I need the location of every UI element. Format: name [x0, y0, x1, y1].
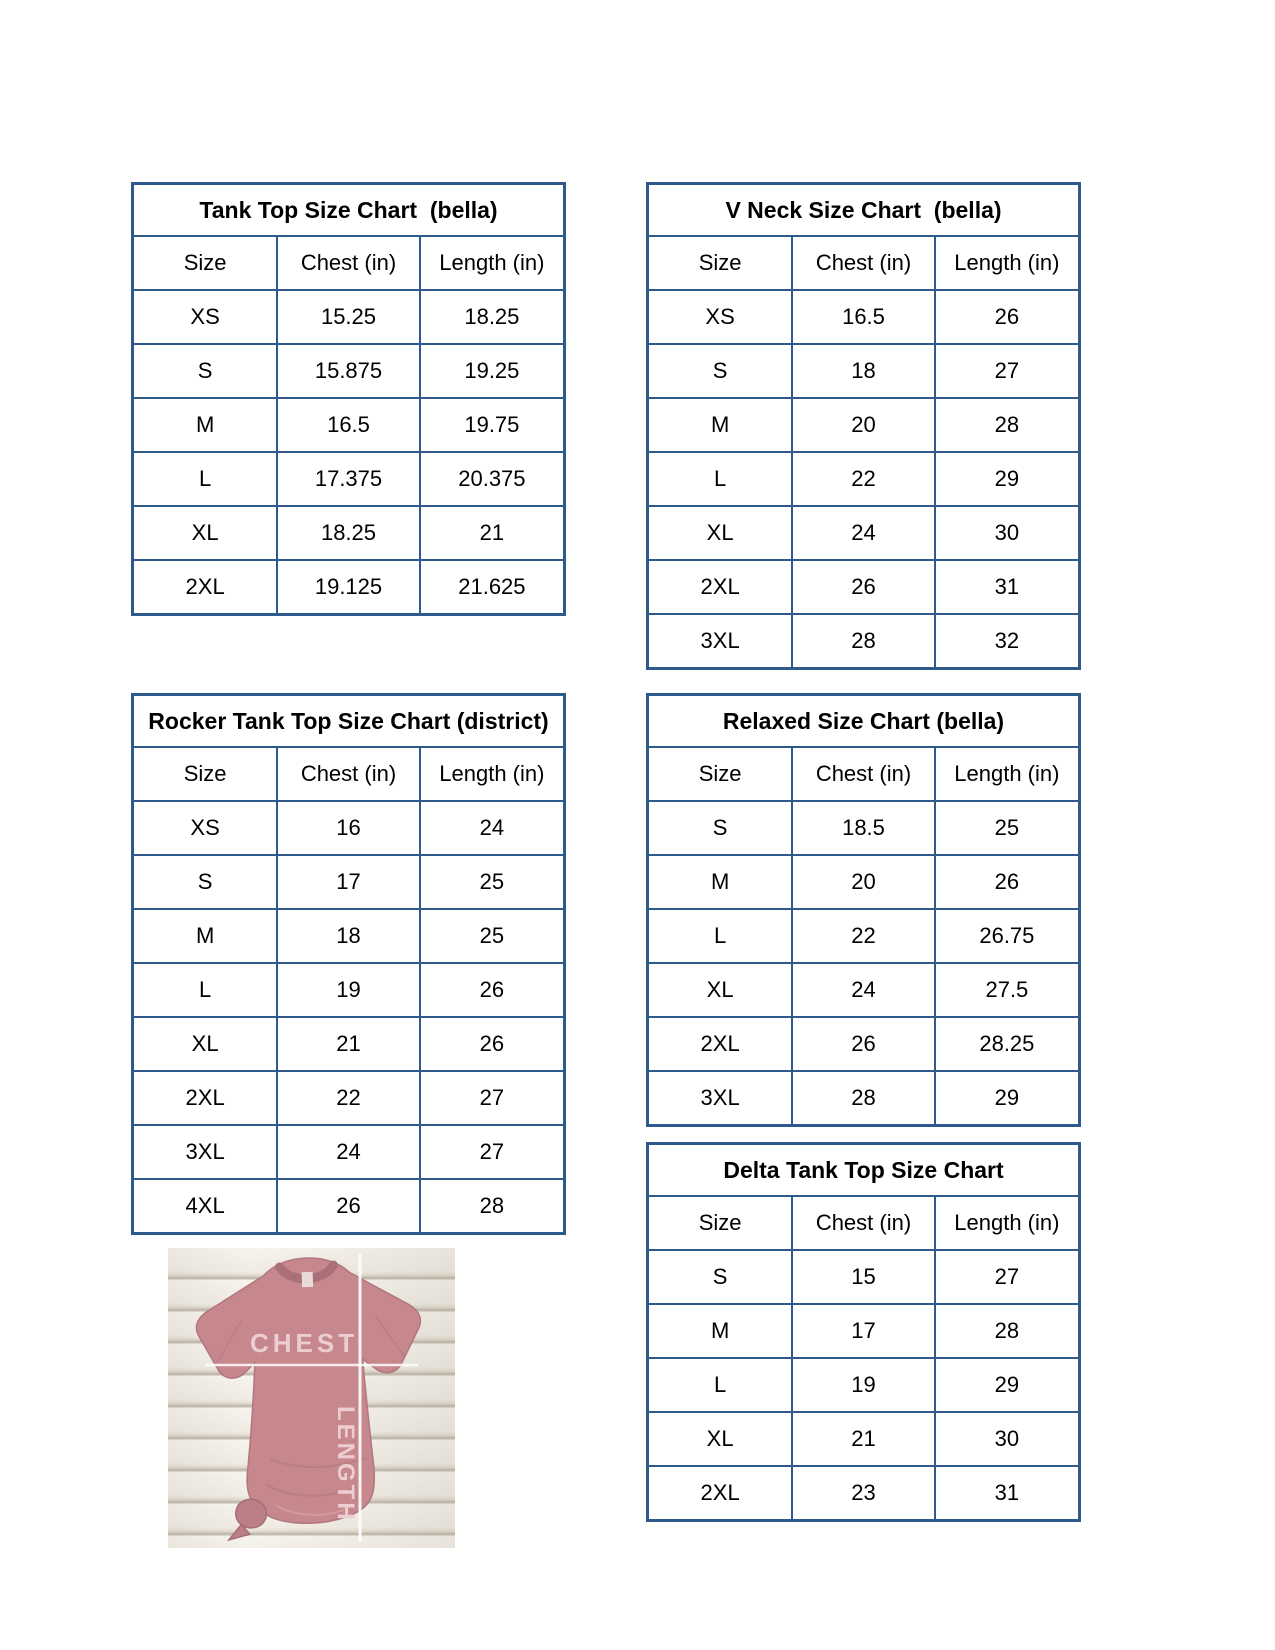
table-cell: 17 — [792, 1304, 935, 1358]
table-cell: 19.75 — [420, 398, 565, 452]
table-cell: 19 — [277, 963, 420, 1017]
table-row — [133, 1017, 565, 1071]
table-row — [648, 506, 1080, 560]
table-row — [648, 398, 1080, 452]
table-row — [648, 344, 1080, 398]
table-cell: 27.5 — [935, 963, 1080, 1017]
table-cell: 27 — [935, 1250, 1080, 1304]
table-cell: 26 — [935, 855, 1080, 909]
tshirt-shape — [194, 1254, 428, 1541]
table-cell: 32 — [935, 614, 1080, 669]
column-header-chest: Chest (in) — [792, 747, 935, 801]
table-cell: 22 — [792, 909, 935, 963]
table-cell: 20.375 — [420, 452, 565, 506]
column-header-chest: Chest (in) — [792, 236, 935, 290]
column-header-length: Length (in) — [935, 747, 1080, 801]
table-row — [648, 1017, 1080, 1071]
table-title: Rocker Tank Top Size Chart (district) — [133, 695, 565, 748]
table-cell: 27 — [420, 1071, 565, 1125]
table-header-row — [133, 236, 565, 290]
table-cell: M — [648, 1304, 793, 1358]
table-title: V Neck Size Chart (bella) — [648, 184, 1080, 237]
column-header-chest: Chest (in) — [277, 236, 420, 290]
table-header-row — [133, 747, 565, 801]
tshirt-illustration — [168, 1248, 455, 1548]
table-cell: 15.875 — [277, 344, 420, 398]
table-cell: L — [133, 963, 278, 1017]
table-cell: 20 — [792, 398, 935, 452]
table-row — [648, 1412, 1080, 1466]
table-row — [648, 560, 1080, 614]
table-cell: 16.5 — [277, 398, 420, 452]
table-cell: 30 — [935, 506, 1080, 560]
relaxed-size-table — [646, 693, 1081, 1127]
table-cell: 22 — [277, 1071, 420, 1125]
table-cell: 25 — [935, 801, 1080, 855]
table-cell: 2XL — [648, 560, 793, 614]
table-cell: 22 — [792, 452, 935, 506]
table-cell: 29 — [935, 1358, 1080, 1412]
table-title-row — [648, 695, 1080, 748]
tank-top-size-table — [131, 182, 566, 616]
table-cell: 26 — [792, 560, 935, 614]
table-row — [133, 963, 565, 1017]
table-title: Relaxed Size Chart (bella) — [648, 695, 1080, 748]
table-row — [133, 560, 565, 615]
table-cell: 31 — [935, 560, 1080, 614]
table-header-row — [648, 236, 1080, 290]
table-row — [133, 344, 565, 398]
table-row — [133, 398, 565, 452]
table-cell: 21.625 — [420, 560, 565, 615]
rocker-tank-top-size-table — [131, 693, 566, 1235]
table-cell: 24 — [420, 801, 565, 855]
table-row — [133, 1125, 565, 1179]
table-cell: 15 — [792, 1250, 935, 1304]
table-cell: 19 — [792, 1358, 935, 1412]
table-cell: 17.375 — [277, 452, 420, 506]
table-row — [648, 614, 1080, 669]
table-cell: 4XL — [133, 1179, 278, 1234]
table-cell: 18.5 — [792, 801, 935, 855]
table-cell: 19.125 — [277, 560, 420, 615]
table-cell: 18.25 — [277, 506, 420, 560]
table-row — [648, 801, 1080, 855]
table-cell: L — [648, 452, 793, 506]
table-cell: 24 — [792, 506, 935, 560]
neck-label-tag — [302, 1272, 314, 1287]
table-cell: 3XL — [648, 1071, 793, 1126]
table-cell: 26 — [935, 290, 1080, 344]
table-cell: XS — [648, 290, 793, 344]
table-title-row — [133, 695, 565, 748]
table-cell: 28 — [935, 398, 1080, 452]
table-cell: S — [648, 344, 793, 398]
table-title-row — [648, 184, 1080, 237]
table-row — [133, 1179, 565, 1234]
table-row — [133, 855, 565, 909]
table-row — [648, 1304, 1080, 1358]
shirt-knot — [235, 1499, 267, 1528]
table-row — [133, 1071, 565, 1125]
table-cell: 24 — [277, 1125, 420, 1179]
table-cell: L — [648, 909, 793, 963]
table-title: Tank Top Size Chart (bella) — [133, 184, 565, 237]
table-cell: 31 — [935, 1466, 1080, 1521]
table-cell: 23 — [792, 1466, 935, 1521]
table-header-row — [648, 1196, 1080, 1250]
column-header-size: Size — [648, 236, 793, 290]
table-cell: 2XL — [648, 1017, 793, 1071]
table-cell: 28 — [420, 1179, 565, 1234]
table-cell: XL — [133, 1017, 278, 1071]
table-cell: 18.25 — [420, 290, 565, 344]
table-cell: 21 — [792, 1412, 935, 1466]
column-header-chest: Chest (in) — [792, 1196, 935, 1250]
table-row — [648, 1466, 1080, 1521]
length-label: LENGTH — [332, 1406, 359, 1523]
column-header-length: Length (in) — [935, 236, 1080, 290]
column-header-length: Length (in) — [420, 236, 565, 290]
table-cell: S — [648, 1250, 793, 1304]
table-cell: 27 — [420, 1125, 565, 1179]
table-cell: 3XL — [133, 1125, 278, 1179]
table-cell: XL — [648, 1412, 793, 1466]
table-cell: 15.25 — [277, 290, 420, 344]
table-cell: 29 — [935, 1071, 1080, 1126]
table-cell: XL — [648, 963, 793, 1017]
table-cell: 26 — [277, 1179, 420, 1234]
column-header-size: Size — [648, 1196, 793, 1250]
column-header-size: Size — [133, 236, 278, 290]
table-header-row — [648, 747, 1080, 801]
table-cell: 26.75 — [935, 909, 1080, 963]
table-cell: 18 — [277, 909, 420, 963]
table-cell: 26 — [420, 963, 565, 1017]
table-cell: 19.25 — [420, 344, 565, 398]
table-cell: S — [648, 801, 793, 855]
table-cell: M — [133, 909, 278, 963]
column-header-length: Length (in) — [420, 747, 565, 801]
chest-label: CHEST — [250, 1328, 359, 1358]
table-cell: 17 — [277, 855, 420, 909]
table-cell: 26 — [420, 1017, 565, 1071]
table-cell: 16 — [277, 801, 420, 855]
table-row — [648, 963, 1080, 1017]
table-cell: 2XL — [133, 1071, 278, 1125]
table-cell: 16.5 — [792, 290, 935, 344]
table-cell: 21 — [277, 1017, 420, 1071]
table-cell: 26 — [792, 1017, 935, 1071]
tshirt-measurement-photo — [168, 1248, 455, 1548]
table-row — [648, 452, 1080, 506]
table-cell: L — [133, 452, 278, 506]
table-row — [648, 1250, 1080, 1304]
table-cell: 24 — [792, 963, 935, 1017]
table-cell: 2XL — [133, 560, 278, 615]
table-row — [133, 506, 565, 560]
table-cell: 21 — [420, 506, 565, 560]
table-title-row — [648, 1144, 1080, 1197]
table-row — [133, 909, 565, 963]
table-cell: 3XL — [648, 614, 793, 669]
delta-tank-top-size-table — [646, 1142, 1081, 1522]
table-cell: 28 — [935, 1304, 1080, 1358]
column-header-chest: Chest (in) — [277, 747, 420, 801]
column-header-size: Size — [133, 747, 278, 801]
table-cell: 25 — [420, 909, 565, 963]
table-cell: 29 — [935, 452, 1080, 506]
table-title-row — [133, 184, 565, 237]
table-cell: XL — [648, 506, 793, 560]
table-cell: XL — [133, 506, 278, 560]
table-cell: M — [648, 855, 793, 909]
table-row — [133, 452, 565, 506]
table-cell: 30 — [935, 1412, 1080, 1466]
table-row — [133, 290, 565, 344]
table-cell: XS — [133, 290, 278, 344]
table-cell: XS — [133, 801, 278, 855]
table-cell: 28 — [792, 614, 935, 669]
table-title: Delta Tank Top Size Chart — [648, 1144, 1080, 1197]
table-cell: M — [648, 398, 793, 452]
table-cell: S — [133, 855, 278, 909]
table-cell: 25 — [420, 855, 565, 909]
table-cell: 28 — [792, 1071, 935, 1126]
table-row — [648, 1071, 1080, 1126]
table-cell: 18 — [792, 344, 935, 398]
table-cell: L — [648, 1358, 793, 1412]
table-cell: 2XL — [648, 1466, 793, 1521]
table-row — [648, 1358, 1080, 1412]
v-neck-size-table — [646, 182, 1081, 670]
table-cell: 20 — [792, 855, 935, 909]
table-row — [648, 909, 1080, 963]
table-cell: 27 — [935, 344, 1080, 398]
column-header-size: Size — [648, 747, 793, 801]
table-cell: M — [133, 398, 278, 452]
table-cell: S — [133, 344, 278, 398]
table-cell: 28.25 — [935, 1017, 1080, 1071]
table-row — [648, 855, 1080, 909]
table-row — [133, 801, 565, 855]
table-row — [648, 290, 1080, 344]
column-header-length: Length (in) — [935, 1196, 1080, 1250]
